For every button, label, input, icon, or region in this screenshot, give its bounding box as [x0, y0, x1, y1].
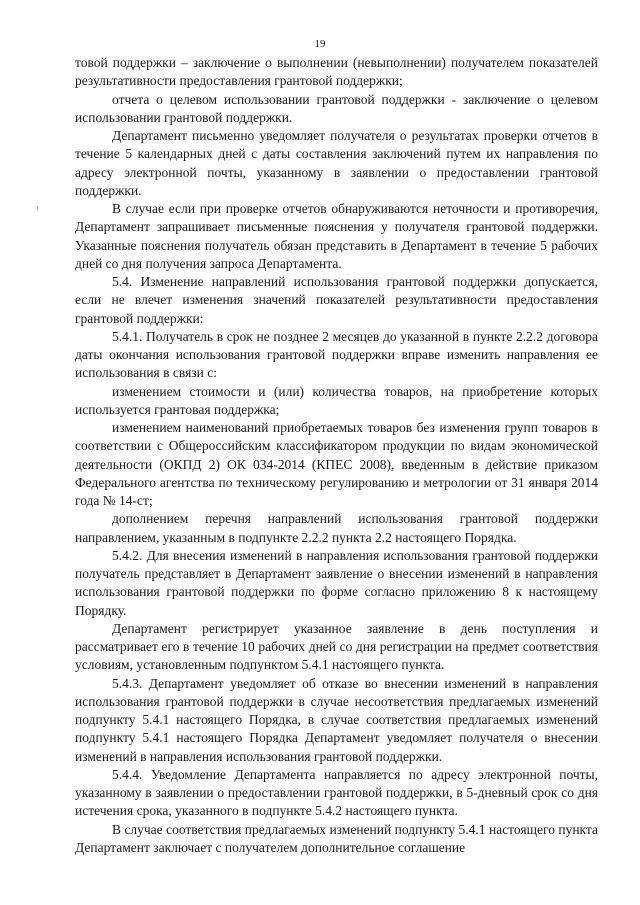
paragraph: 5.4.1. Получатель в срок не позднее 2 месяцев до указанной в пункте 2.2.2 договора даты окончания использования грантовой поддержки вправе изменить направления ее использования в связи с:	[75, 328, 598, 381]
paragraph: товой поддержки – заключение о выполнении (невыполнении) получателем показателей результативности предоставления грантовой поддержки;	[75, 55, 598, 89]
paragraph: В случае соответствия предлагаемых изменений подпункту 5.4.1 настоящего пункта Департамент заключает с получателем дополнительное соглашение	[75, 821, 598, 855]
paragraph: изменением наименований приобретаемых товаров без изменения групп товаров в соответствии с Общероссийским классификатором продукции по видам экономической деятельности (ОКПД 2) ОК 034-2014 (КПЕС 2008), введенным в действие приказом Федерального агентства по техническому регулированию и метрологии от 31 января 2014 года № 14-ст;	[75, 420, 598, 508]
paragraph: В случае если при проверке отчетов обнаруживаются неточности и противоречия, Департамент запрашивает письменные пояснения у получателя грантовой поддержки. Указанные пояснения получатель обязан представить в Департамент в течение 5 рабочих дней со дня получения запроса Департамента.	[75, 201, 598, 271]
paragraph: 5.4.4. Уведомление Департамента направляется по адресу электронной почты, указанному в заявлении о предоставлении грантовой поддержки, в 5-дневный срок со дня истечения срока, указанного в подпункте 5.4.2 настоящего пункта.	[75, 766, 598, 819]
paragraph: 5.4. Изменение направлений использования грантовой поддержки допускается, если не влечет изменения значений показателей результативности предоставления грантовой поддержки:	[75, 274, 598, 326]
paragraph: 5.4.3. Департамент уведомляет об отказе во внесении изменений в направления использования грантовой поддержки в случае несоответствия предлагаемых изменений подпункту 5.4.1 настоящего Порядка, в случае соответствия предлагаемых изменений подпункту 5.4.1 настоящего Порядка Департамент уведомляет получателя о внесении изменений в направления использования грантовой поддержки.	[75, 675, 598, 764]
margin-mark	[37, 206, 38, 211]
paragraph: дополнением перечня направлений использования грантовой поддержки направлением, указанным в подпункте 2.2.2 пункта 2.2 настоящего Порядка.	[75, 511, 598, 545]
paragraph: Департамент письменно уведомляет получателя о результатах проверки отчетов в течение 5 календарных дней с даты составления заключений путем их направления по адресу электронной почты, указанному в заявлении о предоставлении грантовой поддержки.	[75, 128, 598, 198]
paragraph: Департамент регистрирует указанное заявление в день поступления и рассматривает его в течение 10 рабочих дней со дня регистрации на предмет соответствия условиям, установленным подпунктом 5.4.1 настоящего пункта.	[75, 620, 598, 673]
page-number: 19	[314, 38, 326, 50]
paragraph: изменением стоимости и (или) количества товаров, на приобретение которых используется грантовая поддержка;	[75, 383, 598, 417]
paragraph: отчета о целевом использовании грантовой поддержки - заключение о целевом использовании грантовой поддержки.	[75, 91, 598, 125]
paragraph: 5.4.2. Для внесения изменений в направления использования грантовой поддержки получатель представляет в Департамент заявление о внесении изменений в направления использования грантовой поддержки по форме согласно приложению 8 к настоящему Порядку.	[75, 547, 598, 618]
body-text	[75, 54, 598, 857]
